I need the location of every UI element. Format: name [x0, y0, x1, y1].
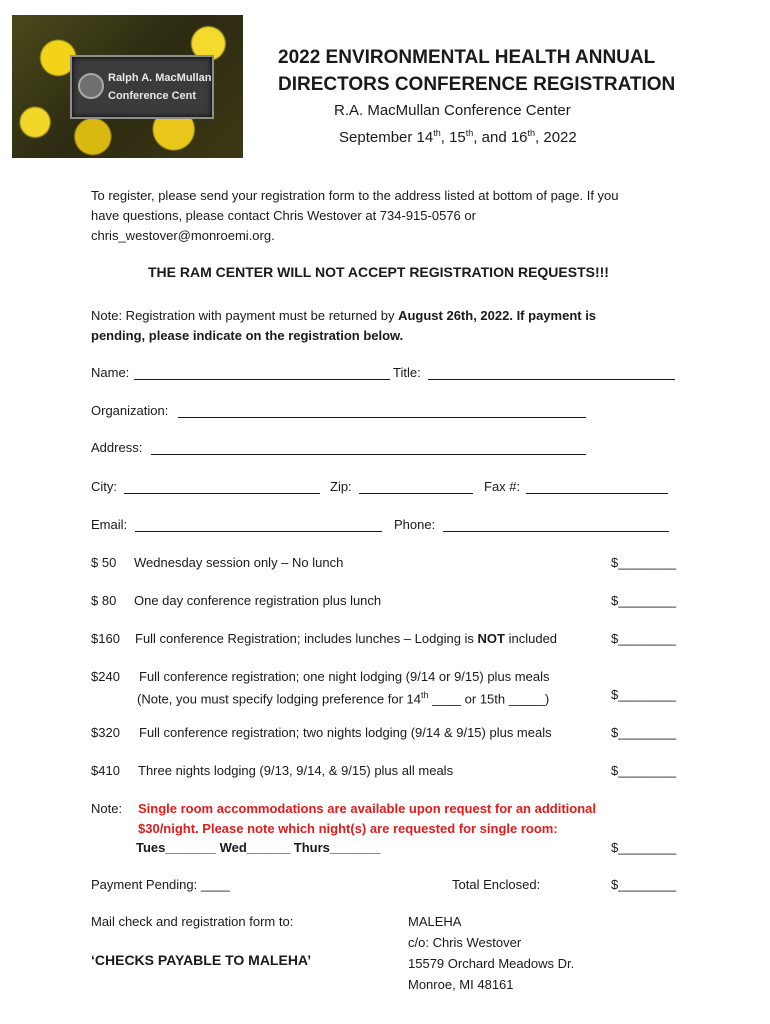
option-description: Full conference registration; one night lodging (9/14 or 9/15) plus meals — [139, 669, 550, 684]
option-price: $320 — [91, 725, 120, 740]
option-amount-field[interactable]: $________ — [611, 631, 677, 646]
intro-text: To register, please send your registration form to the address listed at bottom of page. If you have questions, please contact Chris Westover at 734-915-0576 or chris_westover@monroemi.org. — [91, 188, 619, 243]
option-description-note: (Note, you must specify lodging preference for 14th ____ or 15th _____) — [137, 690, 550, 707]
fax-field[interactable] — [526, 493, 668, 494]
option-price: $160 — [91, 631, 120, 646]
conference-dates: September 14th, 15th, and 16th, 2022 — [339, 128, 577, 146]
phone-label: Phone: — [394, 517, 436, 532]
option-price: $410 — [91, 763, 120, 778]
address-field[interactable] — [151, 454, 586, 455]
organization-label: Organization: — [91, 403, 169, 418]
option-amount-field[interactable]: $________ — [611, 593, 677, 608]
single-room-amount-field[interactable]: $________ — [611, 840, 677, 855]
total-enclosed-field[interactable]: $________ — [611, 877, 677, 892]
sign-plaque — [70, 55, 214, 119]
zip-label: Zip: — [330, 479, 352, 494]
mailing-address: MALEHA c/o: Chris Westover 15579 Orchard Meadows Dr. Monroe, MI 48161 — [408, 914, 575, 992]
page-title: 2022 ENVIRONMENTAL HEALTH ANNUAL DIRECTORS CONFERENCE REGISTRATION — [278, 47, 676, 95]
email-field[interactable] — [135, 531, 382, 532]
address-label: Address: — [91, 440, 143, 455]
single-room-note-label: Note: — [91, 801, 123, 816]
option-price: $240 — [91, 669, 120, 684]
zip-field[interactable] — [359, 493, 473, 494]
total-enclosed-label: Total Enclosed: — [452, 877, 541, 892]
city-field[interactable] — [124, 493, 320, 494]
name-field[interactable] — [134, 379, 390, 380]
title-label: Title: — [393, 365, 421, 380]
name-label: Name: — [91, 365, 130, 380]
email-label: Email: — [91, 517, 128, 532]
fax-label: Fax #: — [484, 479, 521, 494]
checks-payable-note: ‘CHECKS PAYABLE TO MALEHA’ — [91, 952, 312, 968]
deadline-note: Note: Registration with payment must be returned by August 26th, 2022. If payment is pending, please indicate on the registration below. — [91, 308, 597, 343]
option-amount-field[interactable]: $________ — [611, 725, 677, 740]
conference-center-photo — [12, 15, 243, 158]
seal-icon — [78, 73, 104, 99]
option-amount-field[interactable]: $________ — [611, 687, 677, 702]
option-amount-field[interactable]: $________ — [611, 555, 677, 570]
option-description: Wednesday session only – No lunch — [134, 555, 344, 570]
title-field[interactable] — [428, 379, 675, 380]
payment-pending-field[interactable]: Payment Pending: ____ — [91, 877, 230, 892]
option-price: $ 50 — [91, 555, 117, 570]
phone-field[interactable] — [443, 531, 669, 532]
option-description: Three nights lodging (9/13, 9/14, & 9/15) plus all meals — [138, 763, 454, 778]
warning-heading: THE RAM CENTER WILL NOT ACCEPT REGISTRATION REQUESTS!!! — [148, 264, 609, 280]
option-amount-field[interactable]: $________ — [611, 763, 677, 778]
mail-instructions: Mail check and registration form to: — [91, 914, 294, 929]
sign-text: Ralph A. MacMullan Conference Cent — [108, 72, 212, 102]
single-room-nights-field[interactable]: Tues_______ Wed______ Thurs_______ — [136, 840, 381, 855]
option-price: $ 80 — [91, 593, 117, 608]
city-label: City: — [91, 479, 117, 494]
option-description: Full conference Registration; includes lunches – Lodging is NOT included — [135, 631, 558, 646]
option-description: One day conference registration plus lunch — [134, 593, 382, 608]
organization-field[interactable] — [178, 417, 586, 418]
option-description: Full conference registration; two nights lodging (9/14 & 9/15) plus meals — [139, 725, 552, 740]
single-room-note: Single room accommodations are available upon request for an additional $30/night. Please note which night(s) are requested for single room: — [138, 801, 596, 836]
venue-name: R.A. MacMullan Conference Center — [334, 102, 571, 119]
